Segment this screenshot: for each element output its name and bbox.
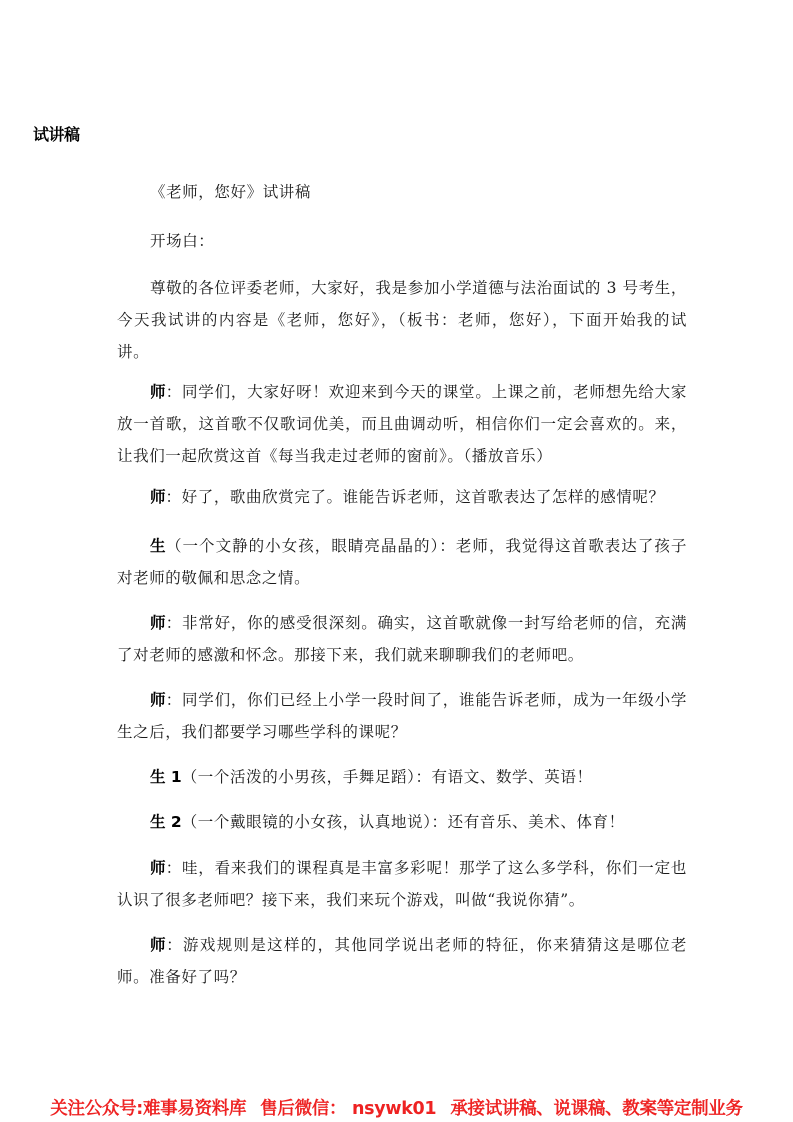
speaker-label: 师 <box>150 488 166 506</box>
dialogue-text: ：好了，歌曲欣赏完了。谁能告诉老师，这首歌表达了怎样的感情呢？ <box>165 488 665 506</box>
lesson-title: 《老师，您好》试讲稿 <box>150 183 312 201</box>
dialogue-line <box>117 607 687 671</box>
dialogue-text: （一个活泼的小男孩，手舞足蹈）：有语文、数学、英语！ <box>181 768 593 786</box>
dialogue-line <box>117 806 687 838</box>
document-heading: 试讲稿 <box>33 125 80 144</box>
speaker-label: 师 <box>150 383 166 401</box>
promo-services: 承接试讲稿、说课稿、教案等定制业务 <box>450 1098 743 1119</box>
speaker-label: 生 2 <box>150 813 182 831</box>
promo-footer-banner <box>0 1092 793 1122</box>
promo-wechat-id: 售后微信： nsywk01 <box>260 1098 437 1119</box>
dialogue-line <box>117 684 687 748</box>
dialogue-line <box>117 481 687 513</box>
dialogue-text: （一个文静的小女孩，眼睛亮晶晶的）：老师，我觉得这首歌表达了孩子对老师的敬佩和思念之情。 <box>117 537 687 587</box>
dialogue-line <box>117 852 687 916</box>
speaker-label: 师 <box>150 614 166 632</box>
opening-label: 开场白： <box>150 232 215 250</box>
dialogue-text: ：同学们，你们已经上小学一段时间了，谁能告诉老师，成为一年级小学生之后，我们都要学习哪些学科的课呢？ <box>117 691 687 741</box>
dialogue-line <box>117 376 687 472</box>
speaker-label: 师 <box>150 936 167 954</box>
dialogue-text: ：同学们，大家好呀！欢迎来到今天的课堂。上课之前，老师想先给大家放一首歌，这首歌不仅歌词优美，而且曲调动听，相信你们一定会喜欢的。来，让我们一起欣赏这首《每当我走过老师的窗前》。（播放音乐） <box>117 383 687 465</box>
speaker-label: 生 1 <box>150 768 182 786</box>
dialogue-line <box>117 929 687 993</box>
dialogue-text: ：游戏规则是这样的，其他同学说出老师的特征，你来猜猜这是哪位老师。准备好了吗？ <box>117 936 687 986</box>
opening-speech: 尊敬的各位评委老师，大家好，我是参加小学道德与法治面试的 3 号考生，今天我试讲的内容是《老师，您好》，（板书：老师，您好），下面开始我的试讲。 <box>117 279 687 361</box>
speaker-label: 师 <box>150 691 166 709</box>
dialogue-line <box>117 530 687 594</box>
dialogue-text: ：非常好，你的感受很深刻。确实，这首歌就像一封写给老师的信，充满了对老师的感激和怀念。那接下来，我们就来聊聊我们的老师吧。 <box>117 614 687 664</box>
dialogue-text: （一个戴眼镜的小女孩，认真地说）：还有音乐、美术、体育！ <box>181 813 625 831</box>
promo-wechat-account: 关注公众号:难事易资料库 <box>50 1098 247 1119</box>
speaker-label: 生 <box>150 537 166 555</box>
dialogue-text: ：哇，看来我们的课程真是丰富多彩呢！那学了这么多学科，你们一定也认识了很多老师吧？接下来，我们来玩个游戏，叫做“我说你猜”。 <box>117 859 687 909</box>
dialogue-line <box>117 761 687 793</box>
speaker-label: 师 <box>150 859 166 877</box>
